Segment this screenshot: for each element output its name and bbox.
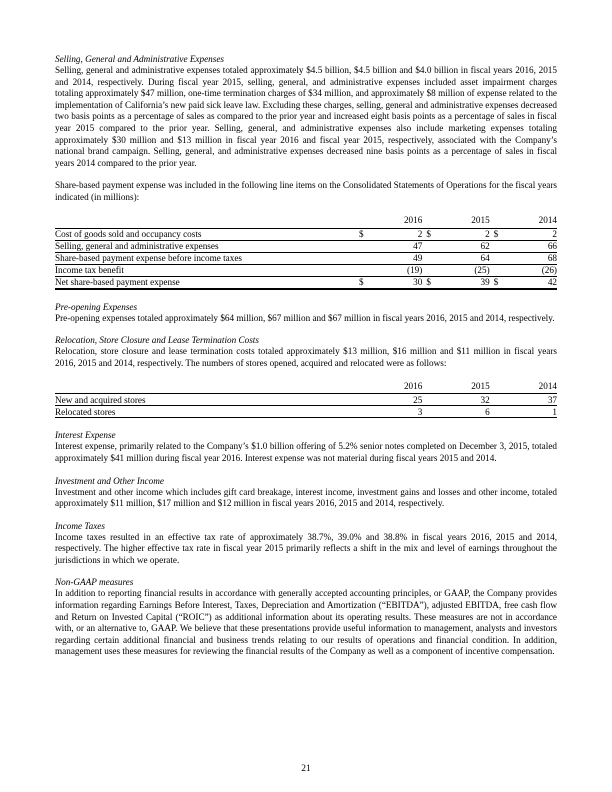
- currency-symbol: $: [490, 228, 504, 240]
- column-header: 2014: [504, 380, 557, 394]
- table-row: [55, 228, 557, 240]
- page-number: 21: [301, 764, 311, 774]
- cell-value: 2: [436, 228, 489, 240]
- row-label: New and acquired stores: [55, 394, 355, 406]
- section-body: Share-based payment expense was included in the following line items on the Consolidated Statements of Operations for the fiscal years indicated (in millions):: [55, 180, 557, 202]
- section-body: Relocation, store closure and lease termination costs totaled approximately $13 million, $16 million and $11 million in fiscal years 2016, 2015 and 2014, respectively. The numbers of stores opened, acquired and relocated were as follows:: [55, 346, 557, 368]
- table-row: [55, 252, 557, 264]
- section-heading: Income Taxes: [55, 520, 105, 531]
- cell-value: 37: [504, 394, 557, 406]
- section-heading: Interest Expense: [55, 430, 116, 441]
- cell-value: 2: [504, 228, 557, 240]
- cell-value: (25): [436, 264, 489, 276]
- section-investment-income: [55, 476, 557, 510]
- section-preopening: [55, 302, 557, 325]
- section-body: Income taxes resulted in an effective tax rate of approximately 38.7%, 39.0% and 38.8% in fiscal years 2016, 2015 and 2014, respectively. The higher effective tax rate in fiscal year 2015 primarily reflects a shift in the mix and level of earnings throughout the jurisdictions in which we operate.: [55, 531, 557, 565]
- section-body: Interest expense, primarily related to the Company’s $1.0 billion offering of 5.2% senior notes completed on December 3, 2015, totaled approximately $41 million during fiscal year 2016. Interest expense was not material during fiscal years 2015 and 2014.: [55, 441, 557, 463]
- row-label: Net share-based payment expense: [55, 276, 355, 289]
- cell-value: 49: [369, 252, 422, 264]
- row-label: Share-based payment expense before income taxes: [55, 252, 355, 264]
- currency-symbol: $: [355, 276, 369, 289]
- stores-table: [55, 380, 557, 418]
- cell-value: (26): [504, 264, 557, 276]
- row-label: Cost of goods sold and occupancy costs: [55, 228, 355, 240]
- cell-value: 68: [504, 252, 557, 264]
- cell-value: 25: [369, 394, 422, 406]
- table-row: [55, 276, 557, 289]
- column-header: 2015: [436, 380, 489, 394]
- section-body: In addition to reporting financial results in accordance with generally accepted accounting principles, or GAAP, the Company provides information regarding Earnings Before Interest, Taxes, Depreciation and Amortization (“EBITDA”), adjusted EBITDA, free cash flow and Return on Invested Capital (“ROIC”) as additional information about its operating results. These measures are not in accordance with, or an alternative to, GAAP. We believe that these presentations provide useful information to management, analysts and investors regarding certain additional financial and business trends relating to our results of operations and financial condition. In addition, management uses these measures for reviewing the financial results of the Company as well as a component of incentive compensation.: [55, 588, 557, 657]
- section-heading: Relocation, Store Closure and Lease Termination Costs: [55, 335, 259, 346]
- section-income-taxes: [55, 521, 557, 567]
- cell-value: 64: [436, 252, 489, 264]
- document-page: [55, 54, 557, 669]
- cell-value: 32: [436, 394, 489, 406]
- column-header: 2015: [436, 215, 489, 229]
- table-row: [55, 406, 557, 418]
- section-share-based-payment: [55, 180, 557, 203]
- section-heading: Non-GAAP measures: [55, 577, 134, 588]
- row-label: Income tax benefit: [55, 264, 355, 276]
- currency-symbol: $: [422, 276, 436, 289]
- section-body: Pre-opening expenses totaled approximately $64 million, $67 million and $67 million in fiscal years 2016, 2015 and 2014, respectively.: [55, 312, 555, 323]
- table-row: [55, 394, 557, 406]
- column-header: 2016: [369, 215, 422, 229]
- column-header: 2014: [504, 215, 557, 229]
- section-heading: Pre-opening Expenses: [55, 301, 138, 312]
- section-body: Selling, general and administrative expenses totaled approximately $4.5 billion, $4.5 billion and $4.0 billion in fiscal years 2016, 2015 and 2014, respectively. During fiscal year 2015, selling, general, and administrative expenses included asset impairment charges totaling approximately $47 million, one-time termination charges of $34 million, and approximately $8 million of expense related to the implementation of California’s new paid sick leave law. Excluding these charges, selling, general and administrative expenses decreased two basis points as a percentage of sales as compared to the prior year and increased eight basis points as a percentage of sales in fiscal year 2015 compared to the prior year. Selling, general, and administrative expenses also include marketing expenses totaling approximately $30 million and $13 million in fiscal year 2016 and fiscal year 2015, respectively, associated with the Company’s national brand campaign. Selling, general, and administrative expenses decreased nine basis points as a percentage of sales in fiscal years 2014 compared to the prior year.: [55, 65, 557, 168]
- currency-symbol: $: [355, 228, 369, 240]
- share-based-payment-table: [55, 215, 557, 290]
- cell-value: 39: [436, 276, 489, 289]
- section-non-gaap: [55, 577, 557, 658]
- cell-value: 6: [436, 406, 489, 418]
- column-header: 2016: [369, 380, 422, 394]
- cell-value: 62: [436, 240, 489, 252]
- currency-symbol: $: [490, 276, 504, 289]
- row-label: Relocated stores: [55, 406, 355, 418]
- table-header-row: [55, 380, 557, 394]
- table-header-row: [55, 215, 557, 229]
- cell-value: 3: [369, 406, 422, 418]
- cell-value: 30: [369, 276, 422, 289]
- section-interest-expense: [55, 430, 557, 464]
- cell-value: (19): [369, 264, 422, 276]
- table-row: [55, 264, 557, 276]
- section-relocation: [55, 335, 557, 369]
- row-label: Selling, general and administrative expenses: [55, 240, 355, 252]
- currency-symbol: $: [422, 228, 436, 240]
- section-body: Investment and other income which includes gift card breakage, interest income, investment gains and losses and other income, totaled approximately $11 million, $17 million and $12 million in fiscal years 2016, 2015 and 2014, respectively.: [55, 486, 557, 509]
- cell-value: 66: [504, 240, 557, 252]
- cell-value: 2: [369, 228, 422, 240]
- cell-value: 47: [369, 240, 422, 252]
- table-row: [55, 240, 557, 252]
- section-heading: Selling, General and Administrative Expenses: [55, 54, 225, 64]
- cell-value: 42: [504, 276, 557, 289]
- section-heading: Investment and Other Income: [55, 475, 164, 486]
- section-sga: [55, 54, 557, 169]
- cell-value: 1: [504, 406, 557, 418]
